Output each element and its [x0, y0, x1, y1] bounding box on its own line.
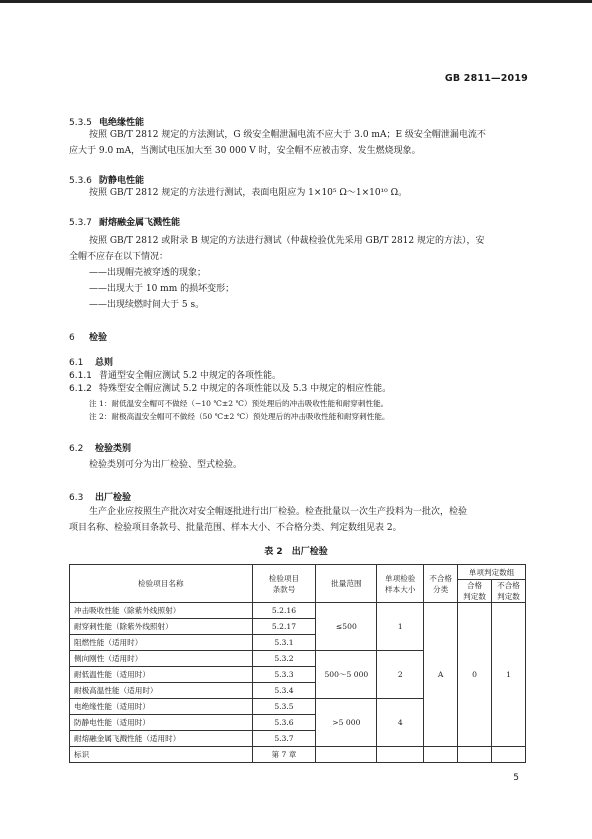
- empty-cell: [458, 747, 492, 763]
- heading-number: 6.3: [69, 493, 84, 503]
- heading-5-3-7: [69, 210, 180, 229]
- heading-number: 6: [69, 333, 75, 343]
- table-row: [70, 747, 526, 763]
- header-accept-line-1: 合格: [466, 581, 483, 590]
- heading-6-1: [69, 350, 113, 369]
- clause-number: 6.1.1: [69, 371, 92, 381]
- header-clause-line-1: 检验项目: [268, 573, 300, 583]
- list-item: ——出现大于 10 mm 的损坏变形；: [89, 284, 235, 294]
- outbound-inspection-table: [69, 564, 526, 763]
- clause-6-1-2: [69, 381, 391, 397]
- heading-title: 防静电性能: [99, 176, 145, 186]
- heading-title: 耐熔融金属飞溅性能: [99, 218, 181, 228]
- header-reject-line-2: 判定数: [497, 592, 520, 601]
- header-batch-range: 批量范围: [316, 565, 377, 603]
- reject-number: 1: [492, 603, 526, 747]
- paragraph-5-3-5-line-2: 应大于 9.0 mA，当测试电压加大至 30 000 V 时，安全帽不应被击穿、发生燃烧现象。: [69, 146, 421, 156]
- item-name: 冲击吸收性能（除紫外线照射）: [70, 603, 253, 619]
- clause-text: 特殊型安全帽应测试 5.2 中规定的各项性能以及 5.3 中规定的相应性能。: [99, 384, 392, 394]
- batch-range: ≤500: [316, 603, 377, 651]
- paragraph-5-3-7-line-2: 全帽不应存在以下情况：: [69, 252, 169, 262]
- heading-number: 6.2: [69, 444, 84, 454]
- item-clause: 5.3.5: [252, 699, 316, 715]
- table-caption: 表 2 出厂检验: [264, 547, 328, 557]
- heading-title: 总则: [95, 358, 114, 368]
- heading-title: 检验类别: [95, 444, 132, 454]
- heading-number: 5.3.7: [69, 218, 92, 228]
- table-header-row: [70, 565, 526, 580]
- heading-title: 电绝缘性能: [99, 118, 145, 128]
- note-2: 注 2：耐极高温安全帽可不做经（50 ℃±2 ℃）预处理后的冲击吸收性能和耐穿刺性能。: [89, 412, 390, 421]
- header-reject: [492, 580, 526, 603]
- clause-text: 普通型安全帽应测试 5.2 中规定的各项性能。: [99, 371, 282, 381]
- paragraph-6-2: 检验类别可分为出厂检验、型式检验。: [89, 460, 243, 470]
- paragraph-6-3-line-2: 项目名称、检验项目条款号、批量范围、样本大小、不合格分类、判定数组见表 2。: [69, 523, 402, 533]
- paragraph-5-3-6: 按照 GB/T 2812 规定的方法进行测试，表面电阻应为 1×10⁵ Ω～1×10¹⁰ Ω。: [89, 188, 408, 198]
- paragraph-5-3-5-line-1: 按照 GB/T 2812 规定的方法测试，G 级安全帽泄漏电流不应大于 3.0 mA；E 级安全帽泄漏电流不: [89, 130, 486, 140]
- header-class-line-1: 不合格: [429, 573, 453, 583]
- classification: A: [424, 603, 458, 747]
- header-class-line-2: 分类: [433, 584, 449, 594]
- item-clause: 5.3.1: [252, 635, 316, 651]
- empty-cell: [424, 747, 458, 763]
- header-accept-line-2: 判定数: [463, 592, 486, 601]
- item-clause: 5.3.6: [252, 715, 316, 731]
- heading-6-2: [69, 436, 131, 455]
- empty-cell: [316, 747, 377, 763]
- sample-size: 1: [377, 603, 424, 651]
- item-name: 标识: [70, 747, 253, 763]
- item-name: 侧向刚性（适用时）: [70, 651, 253, 667]
- item-clause: 5.2.17: [252, 619, 316, 635]
- item-clause: 5.3.4: [252, 683, 316, 699]
- item-name: 电绝缘性能（适用时）: [70, 699, 253, 715]
- sample-size: 2: [377, 651, 424, 699]
- item-clause: 5.3.7: [252, 731, 316, 747]
- header-item-name: 检验项目名称: [70, 565, 253, 603]
- item-name: 耐穿刺性能（除紫外线照射）: [70, 619, 253, 635]
- header-clause-line-2: 条款号: [272, 584, 296, 594]
- paragraph-5-3-7-line-1: 按照 GB/T 2812 或附录 B 规定的方法进行测试（仲裁检验优先采用 GB/T 2812 规定的方法），安: [89, 236, 485, 246]
- accept-number: 0: [458, 603, 492, 747]
- sample-size: 4: [377, 699, 424, 747]
- top-rule: [0, 0, 592, 3]
- list-item: ——出现帽壳被穿透的现象；: [89, 268, 207, 278]
- header-sample-size: [377, 565, 424, 603]
- item-name: 耐熔融金属飞溅性能（适用时）: [70, 731, 253, 747]
- header-sample-line-2: 样本大小: [385, 584, 416, 594]
- heading-number: 5.3.5: [69, 118, 92, 128]
- heading-title: 检验: [89, 333, 108, 343]
- standard-number: GB 2811—2019: [444, 73, 528, 84]
- item-clause: 5.3.3: [252, 667, 316, 683]
- empty-cell: [377, 747, 424, 763]
- batch-range: >5 000: [316, 699, 377, 747]
- table-row: [70, 603, 526, 619]
- header-clause: [252, 565, 316, 603]
- item-clause: 5.3.2: [252, 651, 316, 667]
- item-clause: 第 7 章: [252, 747, 316, 763]
- note-1: 注 1：耐低温安全帽可不做经（−10 ℃±2 ℃）预处理后的冲击吸收性能和耐穿刺性能。: [89, 399, 389, 408]
- heading-6: [69, 325, 107, 344]
- item-name: 耐低温性能（适用时）: [70, 667, 253, 683]
- item-name: 防静电性能（适用时）: [70, 715, 253, 731]
- batch-range: 500～5 000: [316, 651, 377, 699]
- header-sample-line-1: 单项检验: [385, 573, 416, 583]
- header-classification: [424, 565, 458, 603]
- header-judgement-array: 单项判定数组: [458, 565, 526, 580]
- heading-title: 出厂检验: [95, 493, 132, 503]
- paragraph-6-3-line-1: 生产企业应按照生产批次对安全帽逐批进行出厂检验。检查批量以一次生产投料为一批次，检验: [89, 507, 468, 517]
- item-name: 阻燃性能（适用时）: [70, 635, 253, 651]
- clause-number: 6.1.2: [69, 384, 92, 394]
- item-clause: 5.2.16: [252, 603, 316, 619]
- item-name: 耐极高温性能（适用时）: [70, 683, 253, 699]
- header-reject-line-1: 不合格: [497, 581, 520, 590]
- header-accept: [458, 580, 492, 603]
- page-number: 5: [513, 773, 519, 783]
- empty-cell: [492, 747, 526, 763]
- heading-number: 6.1: [69, 358, 84, 368]
- heading-6-3: [69, 485, 131, 504]
- heading-number: 5.3.6: [69, 176, 92, 186]
- list-item: ——出现续燃时间大于 5 s。: [89, 300, 205, 310]
